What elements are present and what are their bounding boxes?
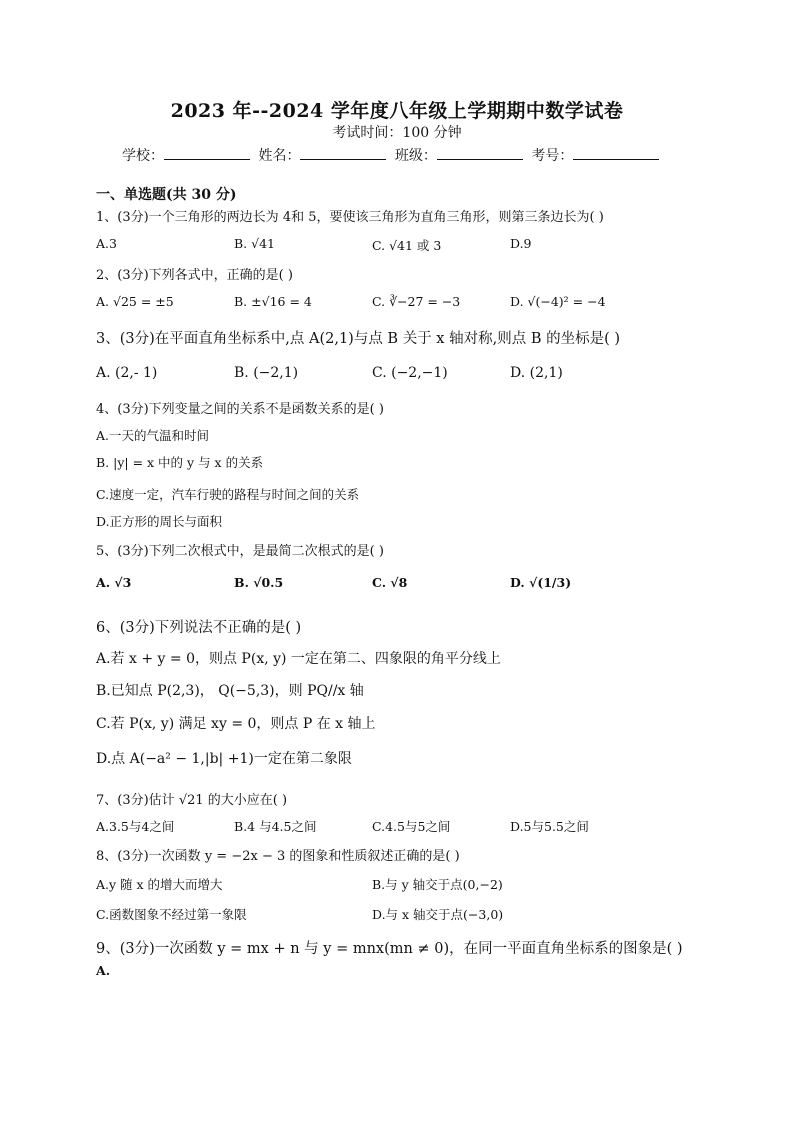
question-stem: 8、(3分)一次函数 y = −2x − 3 的图象和性质叙述正确的是( ) bbox=[96, 849, 460, 864]
option: A. √25 = ±5 bbox=[96, 294, 174, 309]
option: D.5与5.5之间 bbox=[510, 819, 589, 834]
option: A.若 x + y = 0，则点 P(x, y) 一定在第二、四象限的角平分线上 bbox=[96, 651, 501, 667]
question-stem: 7、(3分)估计 √21 的大小应在( ) bbox=[96, 793, 288, 808]
option: D. (2,1) bbox=[510, 365, 563, 381]
question-stem: 9、(3分)一次函数 y = mx + n 与 y = mnx(mn ≠ 0)，在同一平面直角坐标系的图象是( ) bbox=[96, 941, 683, 957]
question-stem: 5、(3分)下列二次根式中，是最简二次根式的是( ) bbox=[96, 544, 384, 559]
question-stem: 2、(3分)下列各式中，正确的是( ) bbox=[96, 268, 293, 283]
exam-number-label: 考号： bbox=[531, 148, 574, 164]
option: B.已知点 P(2,3)， Q(−5,3)，则 PQ//x 轴 bbox=[96, 683, 364, 699]
class-label: 班级： bbox=[394, 148, 437, 164]
option: A.y 随 x 的增大而增大 bbox=[96, 877, 223, 892]
option: A. (2,- 1) bbox=[96, 365, 158, 381]
option: D.9 bbox=[510, 236, 532, 251]
question-stem: 1、(3分)一个三角形的两边长为 4和 5，要使该三角形为直角三角形，则第三条边长为( ) bbox=[96, 210, 604, 225]
option: D. √(1/3) bbox=[510, 575, 572, 590]
class-blank[interactable] bbox=[437, 145, 523, 160]
section-heading: 一、单选题(共 30 分) bbox=[96, 187, 237, 203]
option: D.与 x 轴交于点(−3,0) bbox=[372, 907, 504, 922]
option: D. √(−4)² = −4 bbox=[510, 294, 606, 309]
option: C.4.5与5之间 bbox=[372, 819, 451, 834]
option: A.3.5与4之间 bbox=[96, 819, 175, 834]
option: C. ∛−27 = −3 bbox=[372, 294, 461, 309]
name-label: 姓名： bbox=[258, 148, 301, 164]
exam-number-blank[interactable] bbox=[573, 145, 659, 160]
option: B. (−2,1) bbox=[234, 365, 299, 381]
option: B. √41 bbox=[234, 236, 276, 251]
option: C.速度一定，汽车行驶的路程与时间之间的关系 bbox=[96, 487, 360, 502]
page-title: 2023 年--2024 学年度八年级上学期期中数学试卷 bbox=[170, 100, 624, 122]
option: C. √41 或 3 bbox=[372, 238, 442, 253]
student-info-row bbox=[122, 145, 682, 165]
option: C.函数图象不经过第一象限 bbox=[96, 907, 247, 922]
option: D.点 A(−a² − 1,|b| +1)一定在第二象限 bbox=[96, 751, 352, 767]
option: B. |y| = x 中的 y 与 x 的关系 bbox=[96, 455, 264, 470]
option: A.一天的气温和时间 bbox=[96, 428, 210, 443]
option: A. √3 bbox=[96, 575, 132, 590]
option: A. bbox=[96, 963, 111, 978]
name-blank[interactable] bbox=[300, 145, 386, 160]
question-stem: 4、(3分)下列变量之间的关系不是函数关系的是( ) bbox=[96, 402, 384, 417]
option: B.4 与4.5之间 bbox=[234, 819, 317, 834]
option: B. ±√16 = 4 bbox=[234, 294, 312, 309]
option: B.与 y 轴交于点(0,−2) bbox=[372, 877, 503, 892]
exam-duration: 考试时间：100 分钟 bbox=[332, 125, 462, 141]
option: C.若 P(x, y) 满足 xy = 0，则点 P 在 x 轴上 bbox=[96, 716, 376, 732]
school-blank[interactable] bbox=[164, 145, 250, 160]
option: C. (−2,−1) bbox=[372, 365, 448, 381]
question-stem: 6、(3分)下列说法不正确的是( ) bbox=[96, 620, 302, 636]
question-stem: 3、(3分)在平面直角坐标系中,点 A(2,1)与点 B 关于 x 轴对称,则点 B 的坐标是( ) bbox=[96, 331, 621, 347]
option: D.正方形的周长与面积 bbox=[96, 514, 223, 529]
option: C. √8 bbox=[372, 575, 408, 590]
option: A.3 bbox=[96, 236, 117, 251]
option: B. √0.5 bbox=[234, 575, 284, 590]
school-label: 学校： bbox=[122, 148, 164, 164]
